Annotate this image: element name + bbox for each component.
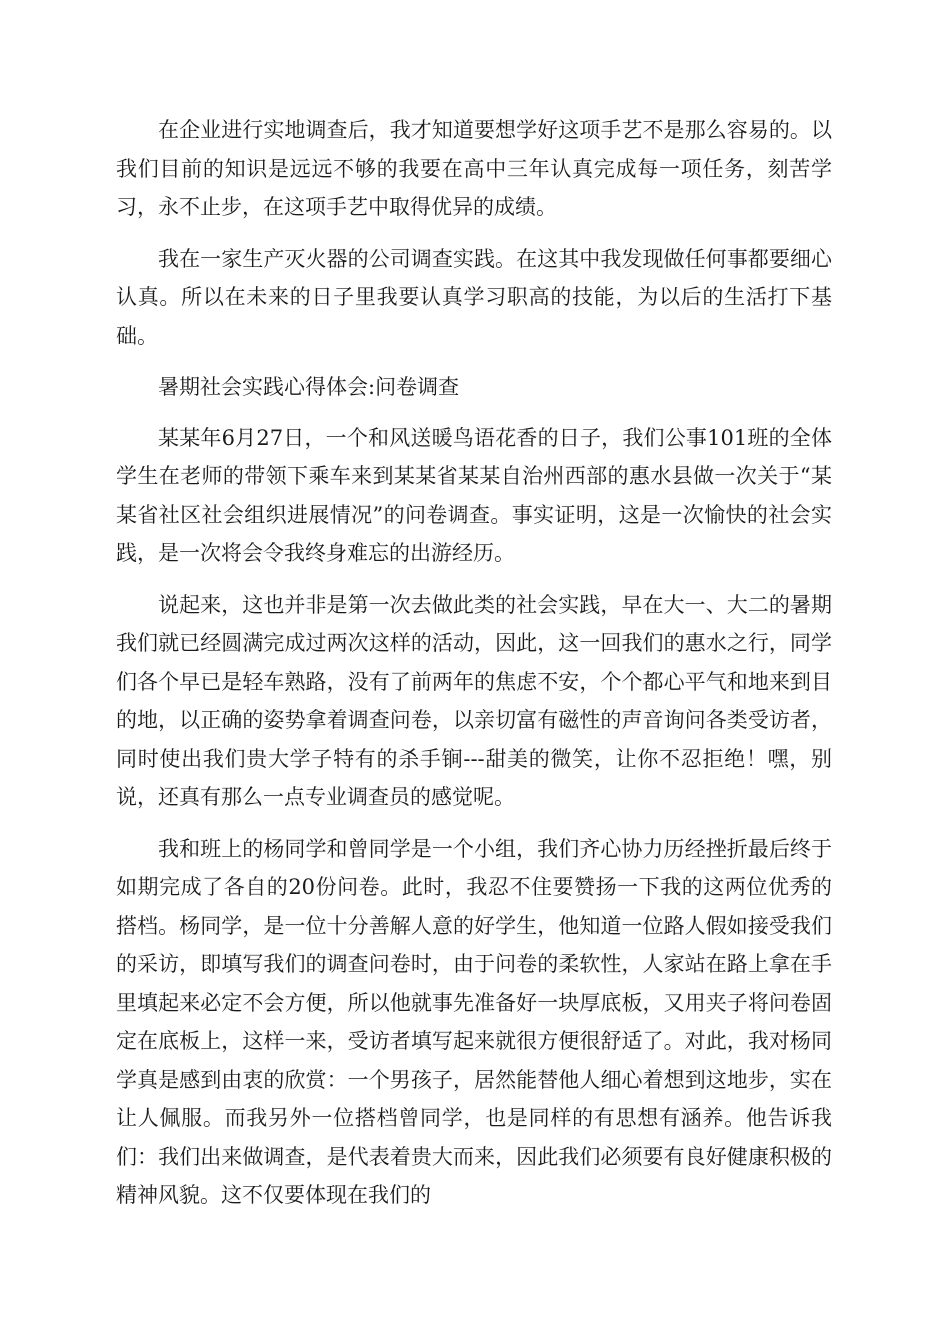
paragraph-4: 说起来，这也并非是第一次去做此类的社会实践，早在大一、大二的暑期我们就已经圆满完成过两次这样的活动，因此，这一回我们的惠水之行，同学们各个早已是轻车熟路，没有了前两年的焦虑不安，个个都心平气和地来到目的地，以正确的姿势拿着调查问卷，以亲切富有磁性的声音询问各类受访者，同时使出我们贵大学子特有的杀手锏---甜美的微笑，让你不忍拒绝！嘿，别说，还真有那么一点专业调查员的感觉呢。 xyxy=(116,592,832,809)
paragraph-1: 在企业进行实地调查后，我才知道要想学好这项手艺不是那么容易的。以我们目前的知识是远远不够的我要在高中三年认真完成每一项任务，刻苦学习，永不止步，在这项手艺中取得优异的成绩。 xyxy=(116,118,832,219)
paragraph-3: 某某年6月27日，一个和风送暖鸟语花香的日子，我们公事101班的全体学生在老师的带领下乘车来到某某省某某自治州西部的惠水县做一次关于“某某省社区社会组织进展情况”的问卷调查。事实证明，这是一次愉快的社会实践，是一次将会令我终身难忘的出游经历。 xyxy=(116,425,832,565)
paragraph-5: 我和班上的杨同学和曾同学是一个小组，我们齐心协力历经挫折最后终于如期完成了各自的20份问卷。此时，我忍不住要赞扬一下我的这两位优秀的搭档。杨同学，是一位十分善解人意的好学生，他知道一位路人假如接受我们的采访，即填写我们的调查问卷时，由于问卷的柔软性，人家站在路上拿在手里填起来必定不会方便，所以他就事先准备好一块厚底板，又用夹子将问卷固定在底板上，这样一来，受访者填写起来就很方便很舒适了。对此，我对杨同学真是感到由衷的欣赏：一个男孩子，居然能替他人细心着想到这地步，实在让人佩服。而我另外一位搭档曾同学，也是同样的有思想有涵养。他告诉我们：我们出来做调查，是代表着贵大而来，因此我们必须要有良好健康积极的精神风貌。这不仅要体现在我们的 xyxy=(116,836,832,1207)
paragraph-2: 我在一家生产灭火器的公司调查实践。在这其中我发现做任何事都要细心认真。所以在未来的日子里我要认真学习职高的技能，为以后的生活打下基础。 xyxy=(116,246,832,348)
document-page xyxy=(116,111,832,1228)
section-heading: 暑期社会实践心得体会:问卷调查 xyxy=(158,375,460,399)
